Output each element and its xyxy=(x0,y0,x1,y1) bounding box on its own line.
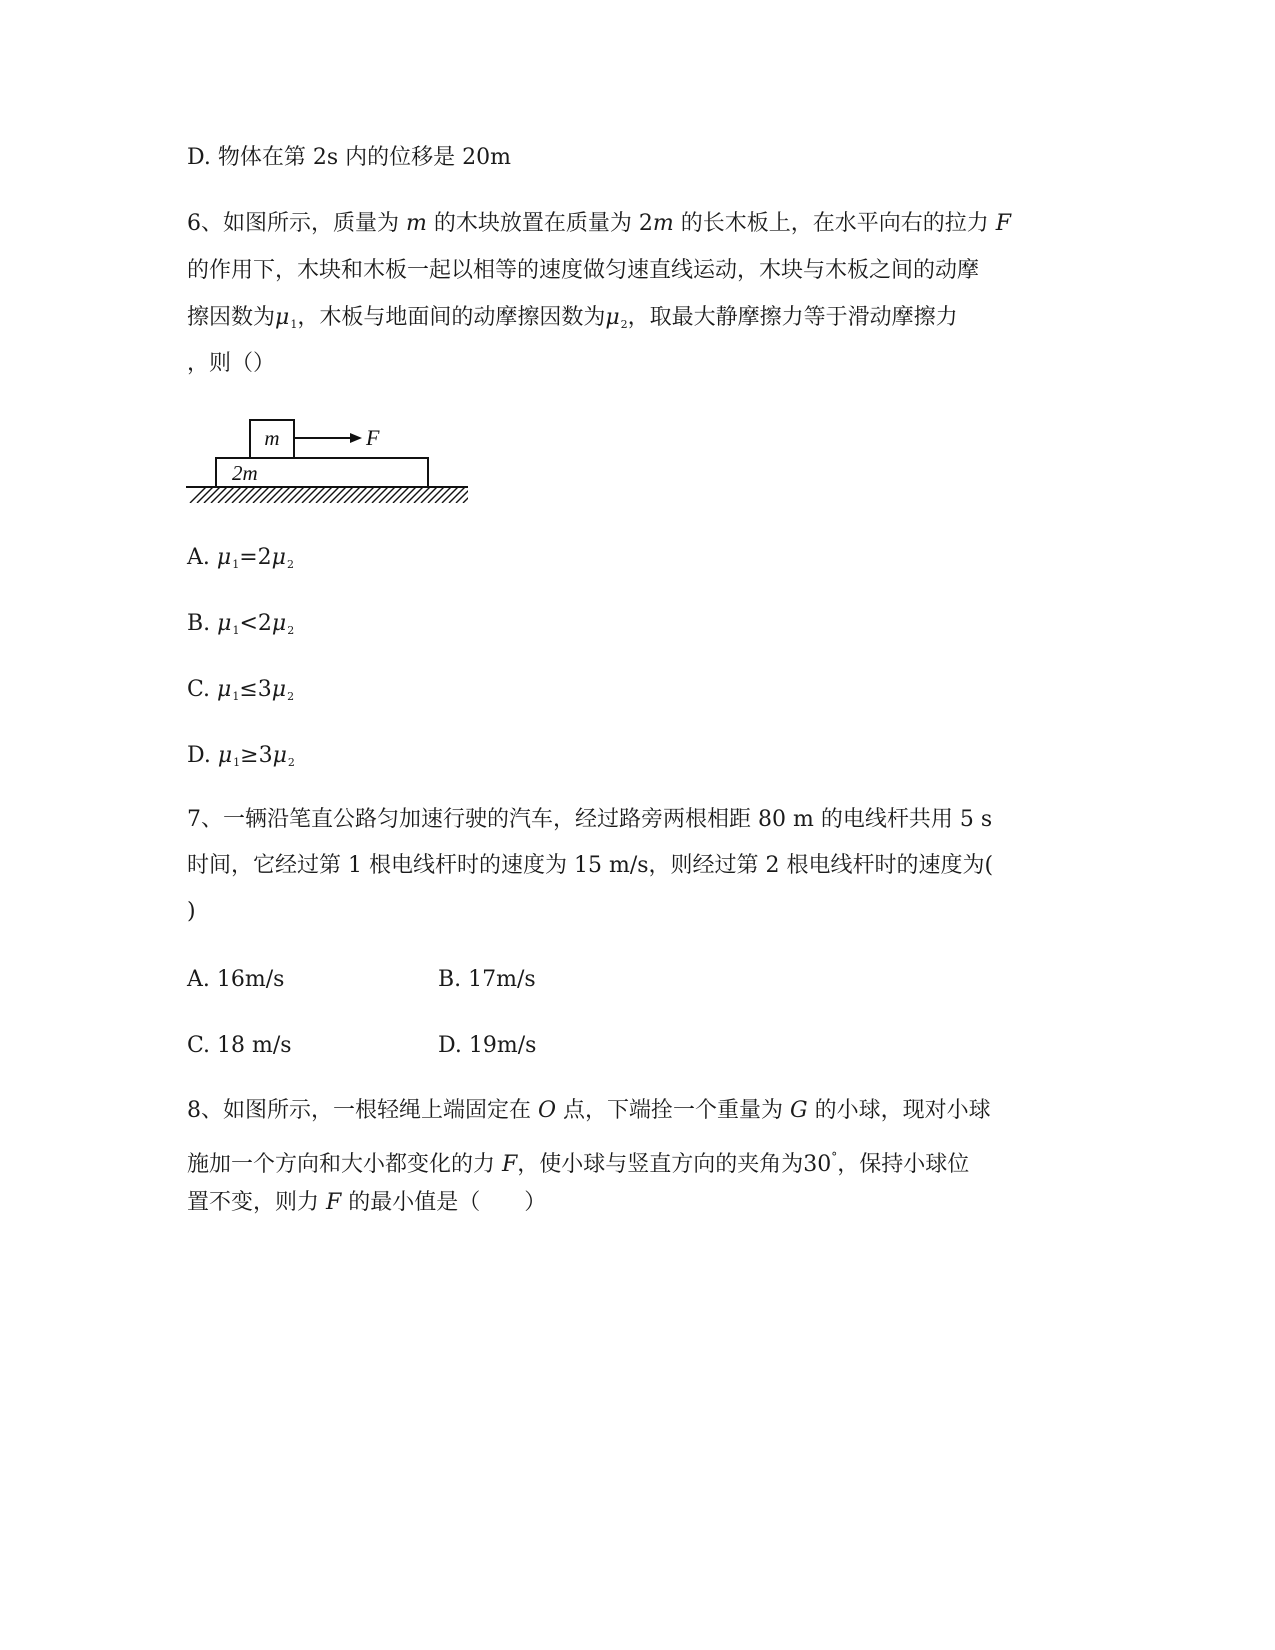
q7-option-d: D. 19m/s xyxy=(438,1033,537,1058)
q7-stem-line1: 7、一辆沿笔直公路匀加速行驶的汽车，经过路旁两根相距 80 m 的电线杆共用 5 s xyxy=(187,807,993,832)
q7-option-a: A. 16m/s xyxy=(187,967,285,992)
q6-option-d xyxy=(187,741,295,778)
board-label: 2m xyxy=(232,461,258,485)
q6-text: ，木板与地面间的动摩擦因数为 xyxy=(297,305,606,330)
subscript-2: 2 xyxy=(286,558,294,571)
mu-symbol: μ xyxy=(275,305,290,330)
mu-symbol: μ xyxy=(605,305,620,330)
q8-text: 置不变，则力 xyxy=(187,1190,326,1215)
q8-stem-line2 xyxy=(187,1142,969,1180)
option-prefix: A. xyxy=(187,545,217,570)
subscript-2: 2 xyxy=(287,756,295,769)
option-relation: ≤3 xyxy=(239,677,272,702)
subscript-1: 1 xyxy=(232,558,240,571)
subscript-2: 2 xyxy=(287,690,295,703)
q6-figure xyxy=(186,410,476,510)
q7-stem-line3: ) xyxy=(187,899,196,924)
q7-option-c: C. 18 m/s xyxy=(187,1033,292,1058)
q6-stem-line1 xyxy=(187,209,1011,239)
q6-option-a xyxy=(187,543,294,580)
q8-text: 的小球，现对小球 xyxy=(807,1098,991,1123)
q8-var-g: G xyxy=(790,1098,808,1123)
mu-symbol: μ xyxy=(217,677,232,702)
ground-hatch xyxy=(190,487,476,503)
mu-symbol: μ xyxy=(271,545,286,570)
block-label: m xyxy=(264,426,280,450)
q6-text: 6、如图所示，质量为 xyxy=(187,211,406,236)
q5-option-d: D. 物体在第 2s 内的位移是 20m xyxy=(187,145,511,170)
force-label: F xyxy=(366,425,380,450)
q7-option-b: B. 17m/s xyxy=(438,967,536,992)
option-relation: <2 xyxy=(239,611,272,636)
mu-symbol: μ xyxy=(271,677,287,702)
q8-text: ，保持小球位 xyxy=(837,1152,970,1177)
q8-stem-line1 xyxy=(187,1096,991,1126)
q8-stem-line3 xyxy=(187,1188,546,1218)
degree-symbol: ° xyxy=(831,1150,838,1164)
mu-symbol: μ xyxy=(216,545,232,570)
subscript-1: 1 xyxy=(290,318,298,331)
mu-symbol: μ xyxy=(272,743,287,768)
q8-text: 施加一个方向和大小都变化的力 xyxy=(187,1152,502,1177)
q6-text: 的木块放置在质量为 2 xyxy=(426,211,653,236)
subscript-2: 2 xyxy=(620,318,628,331)
q8-var-f: F xyxy=(502,1152,518,1177)
subscript-1: 1 xyxy=(233,756,241,769)
subscript-1: 1 xyxy=(232,690,240,703)
q7-stem-line2: 时间，它经过第 1 根电线杆时的速度为 15 m/s，则经过第 2 根电线杆时的速度为( xyxy=(187,853,994,878)
q6-text: ，取最大静摩擦力等于滑动摩擦力 xyxy=(627,305,958,330)
mu-symbol: μ xyxy=(217,743,233,768)
option-prefix: C. xyxy=(187,677,218,702)
q8-text: 8、如图所示，一根轻绳上端固定在 xyxy=(187,1098,538,1123)
mu-symbol: μ xyxy=(271,611,287,636)
q6-stem-line3 xyxy=(187,303,958,340)
q6-stem-line2: 的作用下，木块和木板一起以相等的速度做匀速直线运动，木块与木板之间的动摩 xyxy=(187,258,980,283)
q6-var-f: F xyxy=(995,211,1011,236)
q6-var-m: m xyxy=(652,211,674,236)
option-prefix: B. xyxy=(187,611,218,636)
q6-text: 的长木板上，在水平向右的拉力 xyxy=(673,211,996,236)
subscript-2: 2 xyxy=(287,624,295,637)
option-prefix: D. xyxy=(187,743,218,768)
subscript-1: 1 xyxy=(232,624,240,637)
q6-option-b xyxy=(187,609,294,646)
q6-text: 擦因数为 xyxy=(187,305,276,330)
option-relation: =2 xyxy=(239,545,272,570)
q8-var-o: O xyxy=(538,1098,557,1123)
q8-text: 点，下端拴一个重量为 xyxy=(556,1098,791,1123)
q6-var-m: m xyxy=(406,211,427,236)
mu-symbol: μ xyxy=(217,611,232,636)
q8-text: 的最小值是（ ） xyxy=(341,1190,547,1215)
q6-stem-line4: ，则（） xyxy=(187,351,276,376)
q6-option-c xyxy=(187,675,294,712)
q8-text: ，使小球与竖直方向的夹角为30 xyxy=(517,1152,832,1177)
q8-var-f: F xyxy=(326,1190,342,1215)
option-relation: ≥3 xyxy=(240,743,273,768)
arrow-head-icon xyxy=(350,433,362,443)
